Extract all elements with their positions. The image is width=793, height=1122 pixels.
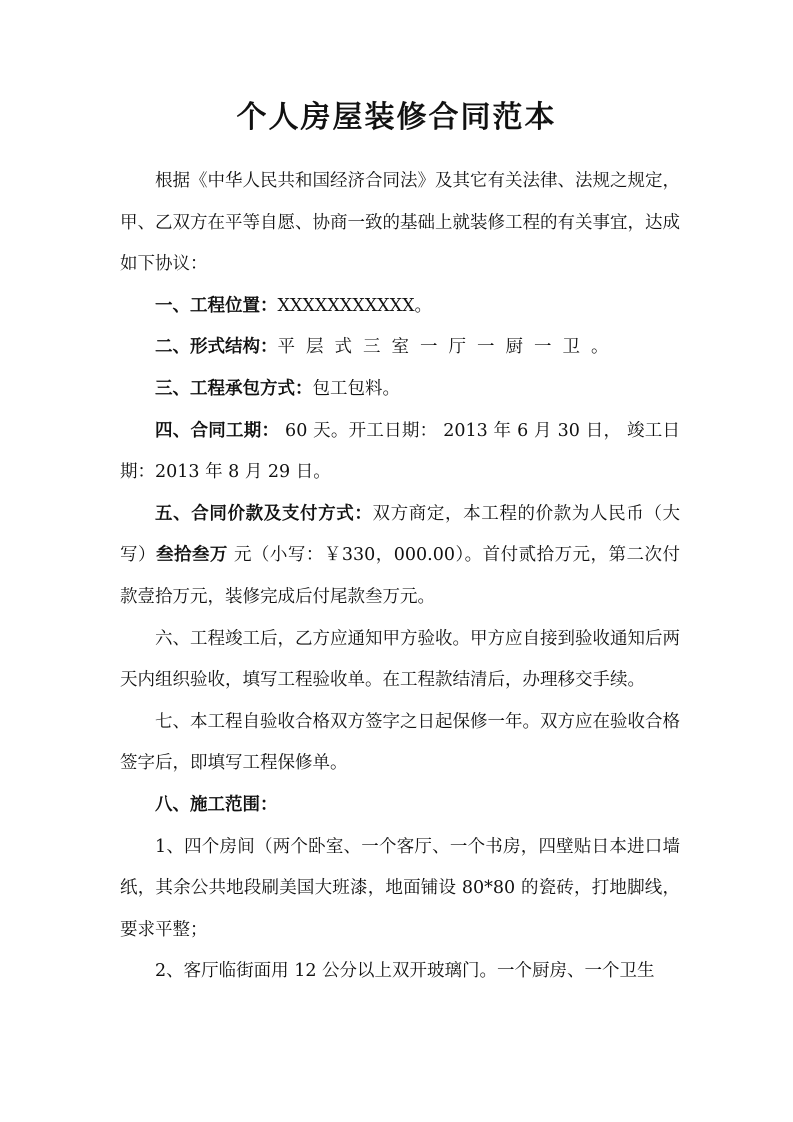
clause-5-value-b: 元（小写：￥330，000.00）。首付贰拾万元，第二次付款壹拾万元，装修完成后付尾款叁万元。 [120,545,680,607]
clause-1-value: XXXXXXXXXXX。 [277,295,433,316]
clause-2-value: 平层式三室一厅一厨一卫。 [277,337,620,358]
clause-2-label: 二、形式结构： [155,337,278,358]
clause-3-value: 包工包料。 [312,378,400,399]
clause-5-payment [120,494,680,619]
clause-3-contract-type [120,369,680,411]
clause-4-duration [120,411,680,494]
clause-8-scope [120,785,680,827]
clause-8-label: 八、施工范围： [155,794,278,815]
clause-3-label: 三、工程承包方式： [155,378,313,399]
clause-4-label: 四、合同工期： [155,420,280,441]
clause-1-label: 一、工程位置： [155,295,278,316]
clause-5-amount-words: 叁拾叁万 [155,545,228,566]
document-title: 个人房屋装修合同范本 [236,100,557,135]
clause-5-label: 五、合同价款及支付方式： [155,503,373,524]
clause-4-value: 60 天。开工日期： 2013 年 6 月 30 日， 竣工日期：2013 年 8 月 29 日。 [120,420,680,483]
clause-7-warranty: 七、本工程自验收合格双方签字之日起保修一年。双方应在验收合格签字后，即填写工程保修单。 [120,711,680,774]
intro-paragraph: 根据《中华人民共和国经济合同法》及其它有关法律、法规之规定，甲、乙双方在平等自愿、协商一致的基础上就装修工程的有关事宜，达成如下协议： [120,171,680,275]
scope-item-1: 1、四个房间（两个卧室、一个客厅、一个书房，四壁贴日本进口墙纸，其余公共地段刷美国大班漆，地面铺设 80*80 的瓷砖，打地脚线，要求平整； [120,836,680,940]
clause-2-structure [120,327,680,369]
clause-6-acceptance: 六、工程竣工后，乙方应通知甲方验收。甲方应自接到验收通知后两天内组织验收，填写工程验收单。在工程款结清后，办理移交手续。 [120,628,680,691]
scope-item-2: 2、客厅临街面用 12 公分以上双开玻璃门。一个厨房、一个卫生 [155,961,655,982]
clause-5-value-a: 双方商定，本工程的价款为人民币（大写） [120,503,680,566]
document-body [120,161,680,993]
clause-1-location [120,286,680,328]
